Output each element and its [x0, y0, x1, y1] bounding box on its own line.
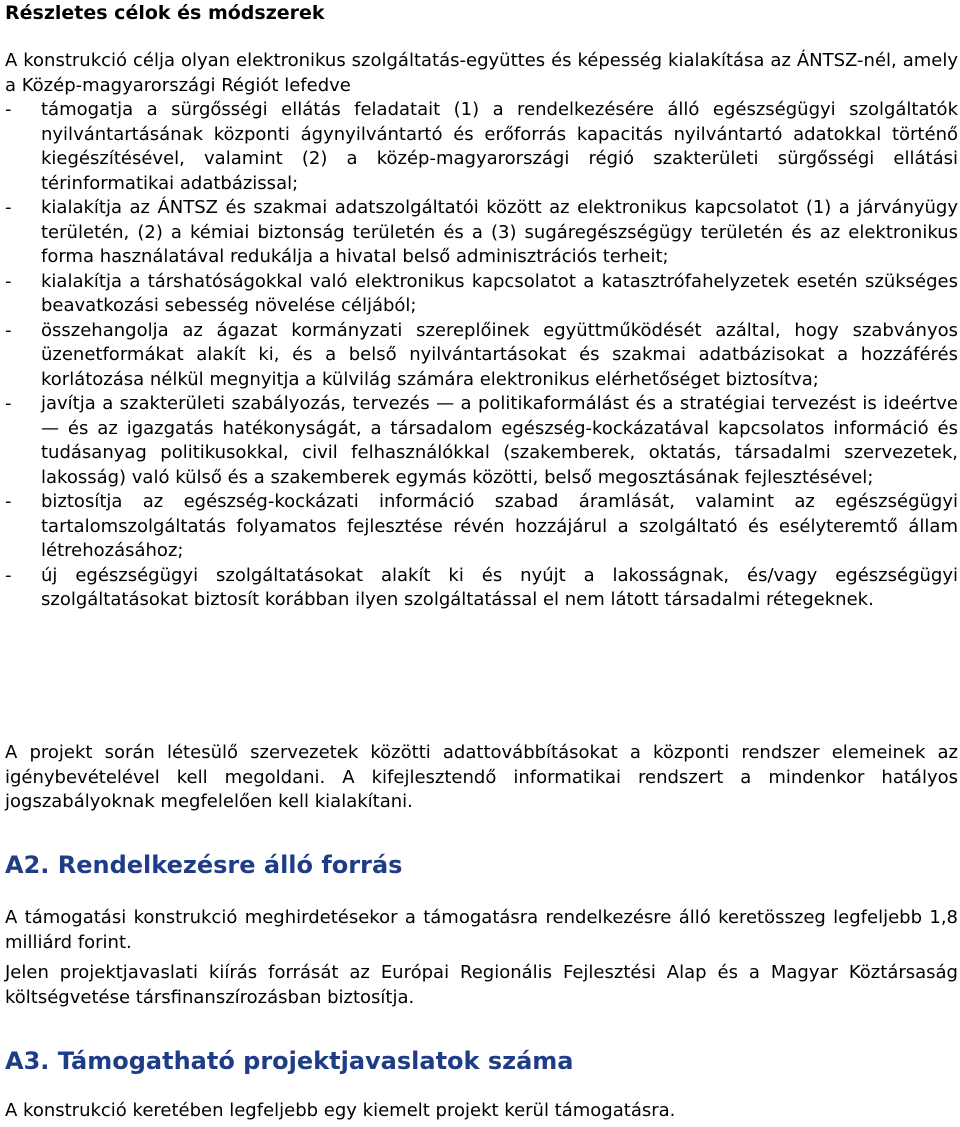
goals-section: [5, 49, 958, 613]
list-item: - biztosítja az egészség-kockázati információ szabad áramlását, valamint az egészségügyi tartalomszolgáltatás folyamatos fejlesztése révén hozzájárul a szolgáltató és esélyteremtő állam létrehozásához;: [5, 490, 958, 564]
a2-paragraph-2: Jelen projektjavaslati kiírás forrását az Európai Regionális Fejlesztési Alap és a Magyar Köztársaság költségvetése társfinanszírozásban biztosítja.: [5, 962, 958, 1008]
list-item: - javítja a szakterületi szabályozás, tervezés — a politikaformálást és a stratégiai tervezést is ideértve — és az igazgatás hatékonyságát, a társadalom egészség-kockázatával kapcsolatos információ és tudásanyag politikusokkal, civil felhasználókkal (szakemberek, oktatás, társadalmi szervezetek, lakosság) való külső és a szakemberek egymás közötti, belső megosztásának fejlesztésével;: [5, 392, 958, 490]
goals-list: [5, 98, 958, 613]
list-item: - kialakítja az ÁNTSZ és szakmai adatszolgáltatói között az elektronikus kapcsolatot (1) a járványügy területén, (2) a kémiai biztonság területén és a (3) sugáregészségügy területén és az elektronikus forma használatával redukálja a hivatal belső adminisztrációs terheit;: [5, 196, 958, 270]
list-item: - támogatja a sürgősségi ellátás feladatait (1) a rendelkezésére álló egészségügyi szolgáltatók nyilvántartásának központi ágynyilvántartó és erőforrás kapacitás nyilvántartó adatokkal történő kiegészítésével, valamint (2) a közép-magyarországi régió szakterületi sürgősségi ellátási térinformatikai adatbázissal;: [5, 98, 958, 196]
a3-paragraph-1: A konstrukció keretében legfeljebb egy kiemelt projekt kerül támogatásra.: [5, 1100, 676, 1121]
a3-heading: A3. Támogatható projektjavaslatok száma: [5, 1047, 574, 1075]
project-paragraph: A projekt során létesülő szervezetek közötti adattovábbításokat a központi rendszer elemeinek az igénybevételével kell megoldani. A kifejlesztendő informatikai rendszert a mindenkor hatályos jogszabályoknak megfelelően kell kialakítani.: [5, 742, 958, 812]
list-item: - összehangolja az ágazat kormányzati szereplőinek együttműködését azáltal, hogy szabványos üzenetformákat alakít ki, és a belső nyilvántartásokat és szakmai adatbázisokat a hozzáférés korlátozása nélkül megnyitja a külvilág számára elektronikus elérhetőséget biztosítva;: [5, 319, 958, 393]
intro-paragraph: A konstrukció célja olyan elektronikus szolgáltatás-együttes és képesség kialakítása az ÁNTSZ-nél, amely a Közép-magyarországi Régiót lefedve: [5, 50, 958, 96]
a2-paragraph-1: A támogatási konstrukció meghirdetésekor a támogatásra rendelkezésre álló keretösszeg legfeljebb 1,8 milliárd forint.: [5, 907, 958, 953]
section-title: Részletes célok és módszerek: [5, 2, 325, 24]
a2-heading: A2. Rendelkezésre álló forrás: [5, 851, 403, 879]
list-item: - kialakítja a társhatóságokkal való elektronikus kapcsolatot a katasztrófahelyzetek esetén szükséges beavatkozási sebesség növelése céljából;: [5, 270, 958, 319]
list-item: - új egészségügyi szolgáltatásokat alakít ki és nyújt a lakosságnak, és/vagy egészségügyi szolgáltatásokat biztosít korábban ilyen szolgáltatással el nem látott társadalmi rétegeknek.: [5, 564, 958, 613]
